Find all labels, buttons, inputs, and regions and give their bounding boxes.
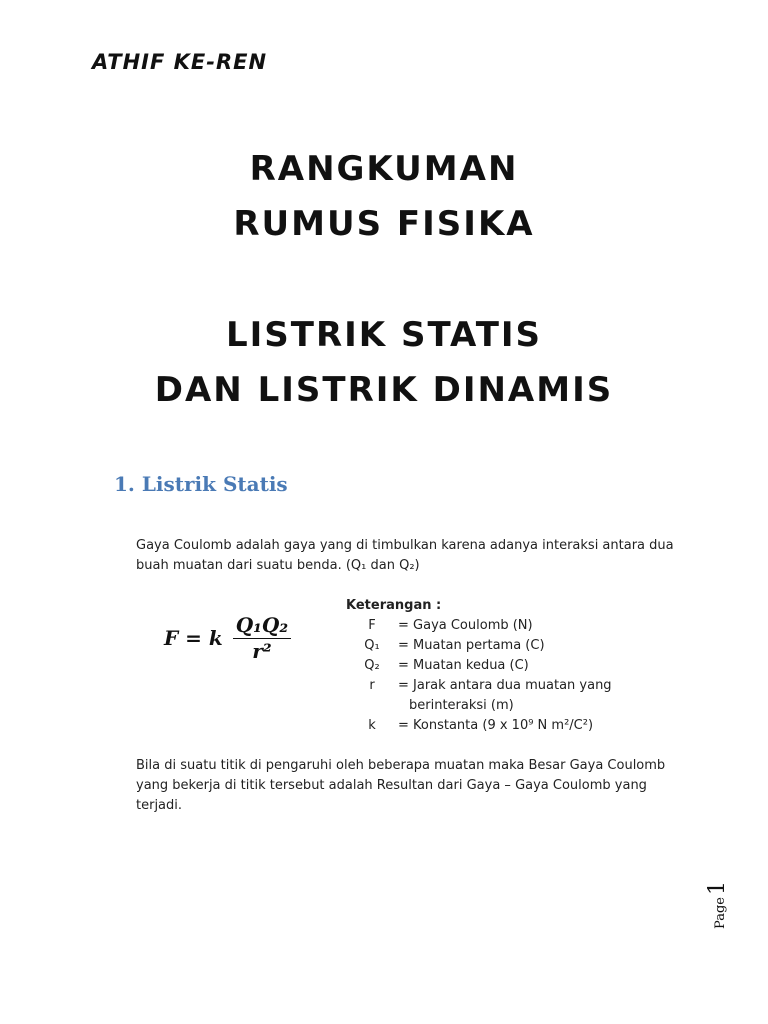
legend-symbol: Q₁ — [364, 638, 380, 653]
legend-row — [346, 656, 638, 676]
page-number-label — [705, 875, 755, 935]
legend-description-multiline — [398, 676, 638, 716]
legend-description-continued: berinteraksi (m) — [409, 698, 514, 713]
formula-lhs: F = k — [164, 626, 223, 650]
document-title-main — [0, 142, 768, 252]
legend-description: = Jarak antara dua muatan yang — [398, 678, 612, 693]
title-line-2: RUMUS FISIKA — [233, 204, 535, 244]
legend-description: = Muatan kedua (C) — [398, 658, 529, 673]
formula-denominator: r² — [252, 639, 272, 663]
legend-description: = Muatan pertama (C) — [398, 638, 545, 653]
title-line-3: LISTRIK STATIS — [225, 315, 543, 355]
formula-fraction — [233, 614, 291, 662]
legend-row — [346, 636, 638, 656]
legend-symbol: k — [368, 718, 376, 733]
legend-row — [346, 716, 638, 736]
page-word: Page — [713, 897, 728, 929]
page-number: 1 — [705, 881, 730, 896]
title-line-4: DAN LISTRIK DINAMIS — [154, 370, 614, 410]
document-title-topic — [0, 308, 768, 418]
legend-description: = Gaya Coulomb (N) — [398, 618, 533, 633]
legend-symbol: r — [369, 678, 375, 693]
legend-description: = Konstanta (9 x 10⁹ N m²/C²) — [398, 718, 594, 733]
legend-heading: Keterangan : — [346, 598, 442, 613]
legend-row — [346, 676, 638, 716]
coulomb-formula — [164, 614, 291, 662]
section-heading: 1. Listrik Statis — [114, 472, 288, 496]
legend-row — [346, 616, 638, 636]
legend-symbol: F — [368, 618, 376, 633]
formula-legend — [346, 596, 638, 736]
author-name: ATHIF KE-REN — [92, 50, 268, 74]
closing-paragraph: Bila di suatu titik di pengaruhi oleh beberapa muatan maka Besar Gaya Coulomb yang bekerja di titik tersebut adalah Resultan dari Gaya – Gaya Coulomb yang terjadi. — [136, 758, 666, 813]
title-line-1: RANGKUMAN — [249, 149, 519, 189]
formula-numerator: Q₁Q₂ — [233, 614, 291, 639]
intro-paragraph: Gaya Coulomb adalah gaya yang di timbulkan karena adanya interaksi antara dua buah muatan dari suatu benda. (Q₁ dan Q₂) — [136, 538, 674, 573]
legend-symbol: Q₂ — [364, 658, 380, 673]
